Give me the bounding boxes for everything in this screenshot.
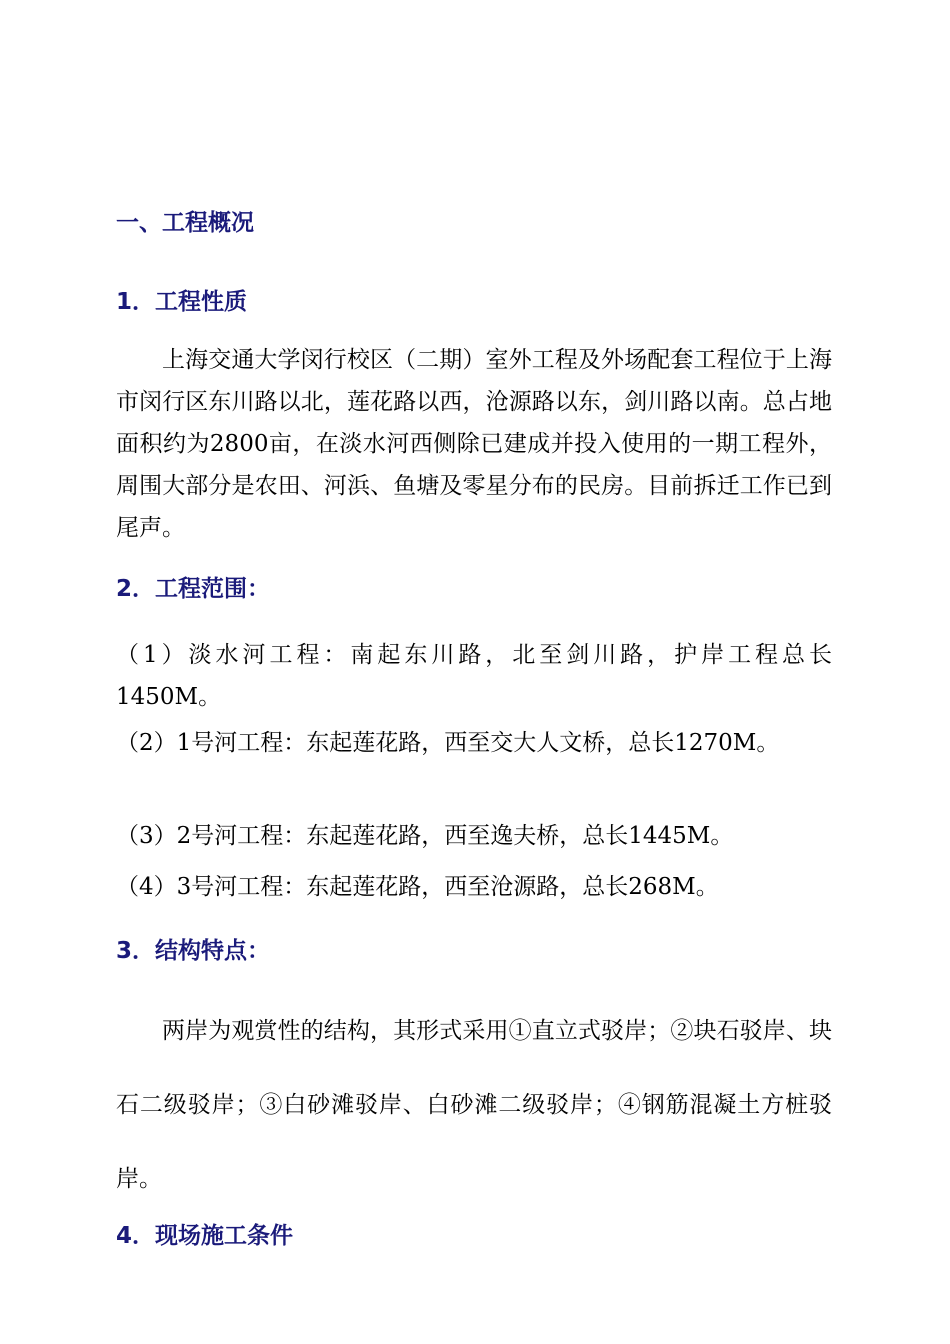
heading-engineering-nature: 1．工程性质 bbox=[116, 289, 248, 315]
scope-item-3: （3）2号河工程：东起莲花路，西至逸夫桥，总长1445M。 bbox=[116, 823, 734, 849]
scope-item-4: （4）3号河工程：东起莲花路，西至沧源路，总长268M。 bbox=[116, 874, 719, 900]
heading-structure-features: 3．结构特点： bbox=[116, 938, 271, 964]
heading-engineering-scope: 2．工程范围： bbox=[116, 576, 271, 602]
scope-item-2: （2）1号河工程：东起莲花路，西至交大人文桥，总长1270M。 bbox=[116, 730, 780, 756]
paragraph-structure-features: 两岸为观赏性的结构，其形式采用①直立式驳岸；②块石驳岸、块石二级驳岸；③白砂滩驳岸、白砂滩二级驳岸；④钢筋混凝土方桩驳岸。 bbox=[116, 1018, 832, 1192]
paragraph-engineering-nature: 上海交通大学闵行校区（二期）室外工程及外场配套工程位于上海市闵行区东川路以北，莲花路以西，沧源路以东，剑川路以南。总占地面积约为2800亩，在淡水河西侧除已建成并投入使用的一期工程外，周围大部分是农田、河浜、鱼塘及零星分布的民房。目前拆迁工作已到尾声。 bbox=[116, 347, 832, 541]
heading-site-conditions: 4．现场施工条件 bbox=[116, 1223, 294, 1249]
scope-item-1: （1）淡水河工程：南起东川路，北至剑川路，护岸工程总长1450M。 bbox=[116, 642, 832, 710]
section-title: 一、工程概况 bbox=[116, 210, 254, 236]
